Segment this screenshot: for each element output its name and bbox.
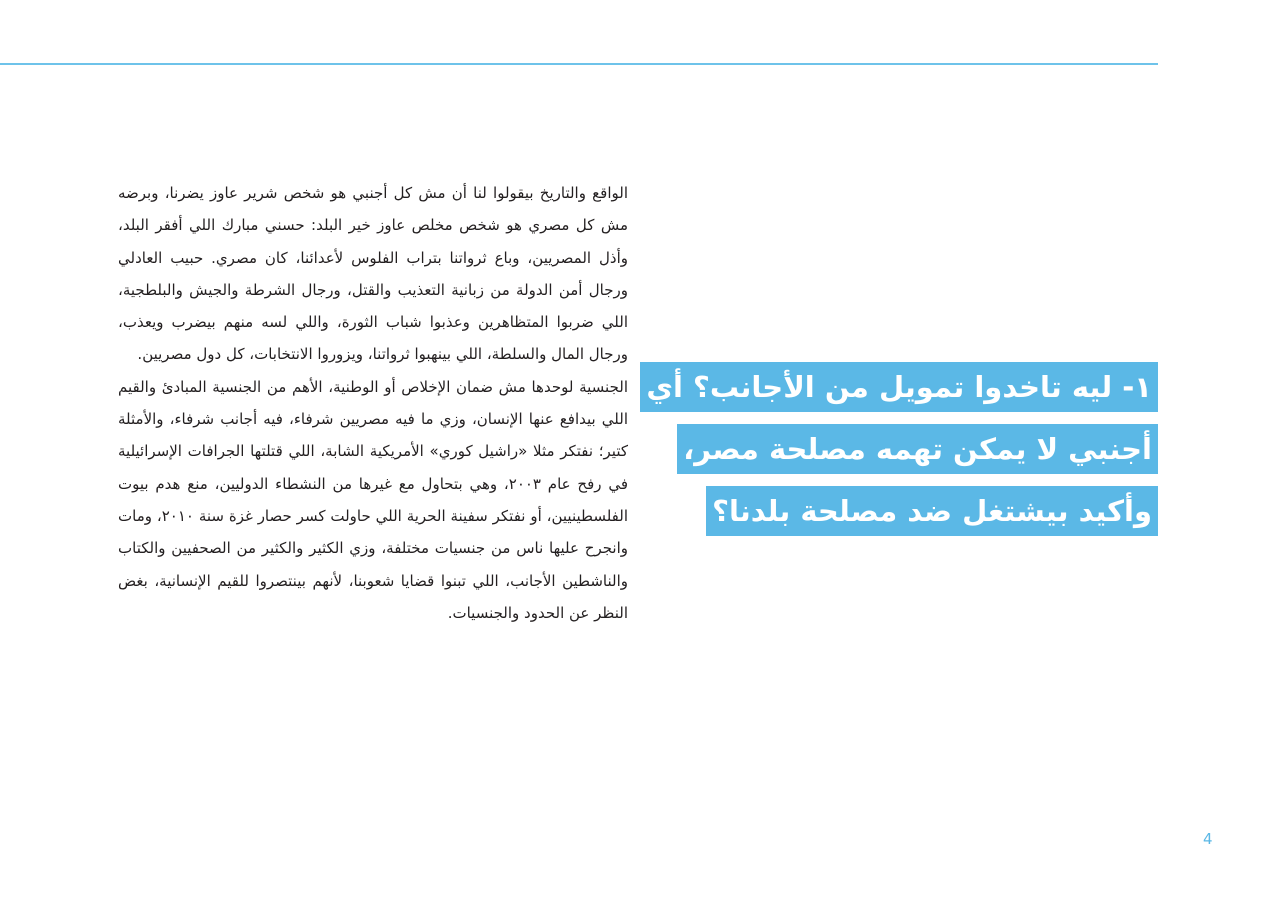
body-paragraph-2: الجنسية لوحدها مش ضمان الإخلاص أو الوطنية، الأهم من الجنسية المبادئ والقيم اللي بيدافع عنها الإنسان، وزي ما فيه مصريين شرفاء، فيه أجانب شرفاء، والأمثلة كتير؛ نفتكر مثلا «راشيل كوري» الأمريكية الشابة، اللي قتلتها الجرافات الإسرائيلية في رفح عام ٢٠٠٣، وهي بتحاول مع غيرها من النشطاء الدوليين، منع هدم بيوت الفلسطينيين، أو نفتكر سفينة الحرية اللي حاولت كسر حصار غزة سنة ٢٠١٠، ومات وانجرح عليها ناس من جنسيات مختلفة، وزي الكثير والكثير من الصحفيين والكتاب والناشطين الأجانب، اللي تبنوا قضايا شعوبنا، لأنهم بينتصروا للقيم الإنسانية، بغض النظر عن الحدود والجنسيات.: [118, 377, 628, 622]
body-text-column: [118, 177, 628, 629]
page-number: 4: [1203, 830, 1213, 848]
headline-line-3: وأكيد بيشتغل ضد مصلحة بلدنا؟: [706, 486, 1158, 536]
body-paragraph-1: الواقع والتاريخ بيقولوا لنا أن مش كل أجنبي هو شخص شرير عاوز يضرنا، وبرضه مش كل مصري هو شخص مخلص عاوز خير البلد: حسني مبارك اللي أفقر البلد، وأذل المصريين، وباع ثرواتنا بتراب الفلوس لأعدائنا، كان مصري. حبيب العادلي ورجال أمن الدولة من زبانية التعذيب والقتل، ورجال الشرطة والجيش والبلطجية، اللي ضربوا المتظاهرين وعذبوا شباب الثورة، واللي لسه منهم بيضرب ويعذب، ورجال المال والسلطة، اللي بينهبوا ثرواتنا، ويزوروا الانتخابات، كل دول مصريين.: [118, 184, 628, 364]
section-headline: [638, 362, 1158, 548]
headline-line-2: أجنبي لا يمكن تهمه مصلحة مصر،: [677, 424, 1158, 474]
headline-line-1: ١- ليه تاخدوا تمويل من الأجانب؟ أي: [640, 362, 1158, 412]
top-divider-rule: [0, 63, 1158, 65]
